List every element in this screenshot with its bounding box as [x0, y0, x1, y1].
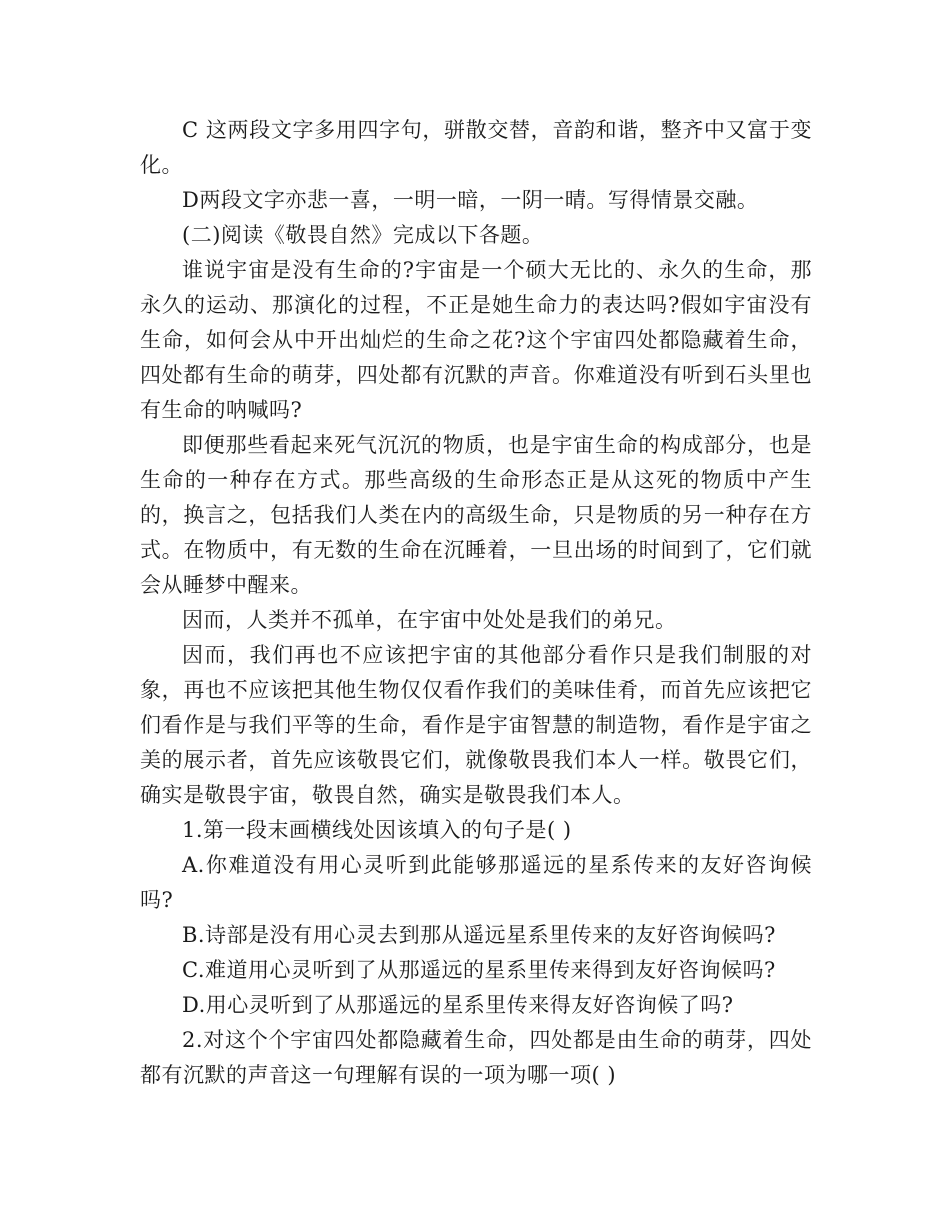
passage-paragraph-3: 因而，人类并不孤单，在宇宙中处处是我们的弟兄。	[182, 608, 677, 632]
question-1-option-b: B.诗部是没有用心灵去到那从遥远星系里传来的友好咨询候吗?	[182, 923, 776, 947]
passage-paragraph-1: 谁说宇宙是没有生命的?宇宙是一个硕大无比的、永久的生命，那永久的运动、那演化的过程，不正是她生命力的表达吗?假如宇宙没有生命，如何会从中开出灿烂的生命之花?这个宇宙四处都隐藏着生命，四处都有生命的萌芽，四处都有沉默的声音。你难道没有听到石头里也有生命的呐喊吗?	[140, 258, 812, 422]
question-1-option-c: C.难道用心灵听到了从那遥远的星系里传来得到友好咨询候吗?	[182, 958, 776, 982]
option-c-analysis: C 这两段文字多用四字句，骈散交替，音韵和谐，整齐中又富于变化。	[140, 118, 812, 177]
question-1-option-a: A.你难道没有用心灵听到此能够那遥远的星系传来的友好咨询候吗?	[140, 853, 812, 912]
question-2: 2.对这个个宇宙四处都隐藏着生命，四处都是由生命的萌芽，四处都有沉默的声音这一句理解有误的一项为哪一项( )	[140, 1028, 812, 1087]
passage-paragraph-4: 因而，我们再也不应该把宇宙的其他部分看作只是我们制服的对象，再也不应该把其他生物仅仅看作我们的美味佳肴，而首先应该把它们看作是与我们平等的生命，看作是宇宙智慧的制造物，看作是宇宙之美的展示者，首先应该敬畏它们，就像敬畏我们本人一样。敬畏它们，确实是敬畏宇宙，敬畏自然，确实是敬畏我们本人。	[140, 643, 812, 807]
question-1: 1.第一段末画横线处因该填入的句子是( )	[182, 818, 572, 842]
option-d-analysis: D两段文字亦悲一喜，一明一暗，一阴一晴。写得情景交融。	[182, 188, 759, 212]
passage-paragraph-2: 即便那些看起来死气沉沉的物质，也是宇宙生命的构成部分，也是生命的一种存在方式。那些高级的生命形态正是从这死的物质中产生的，换言之，包括我们人类在内的高级生命，只是物质的另一种存在方式。在物质中，有无数的生命在沉睡着，一旦出场的时间到了，它们就会从睡梦中醒来。	[140, 433, 812, 597]
section-heading: (二)阅读《敬畏自然》完成以下各题。	[182, 223, 544, 247]
question-1-option-d: D.用心灵听到了从那遥远的星系里传来得友好咨询候了吗?	[182, 993, 734, 1017]
document-body	[140, 113, 812, 1093]
